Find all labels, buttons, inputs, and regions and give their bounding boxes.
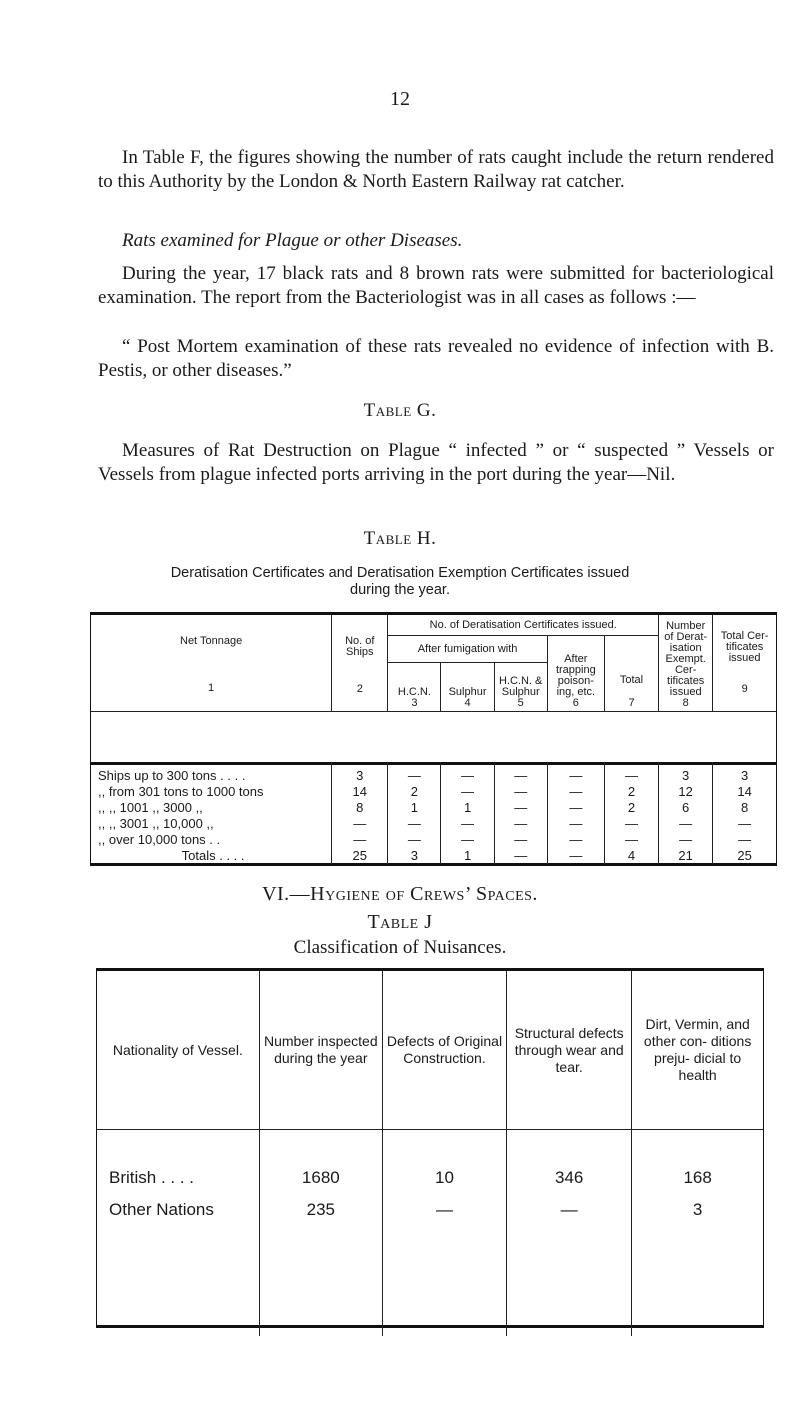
totals-cell: — <box>494 848 547 864</box>
col-net-tonnage <box>91 615 332 712</box>
col-nationality: Nationality of Vessel. <box>97 971 259 1130</box>
exempt-label: Number of Derat- isation Exempt. Cer- tificates issued <box>664 620 708 698</box>
group-deratisation: No. of Deratisation Certificates issued. <box>388 615 659 636</box>
totals-label: Totals . . . . <box>181 848 245 863</box>
table-h-row <box>91 800 776 816</box>
col-total-issued <box>713 615 776 712</box>
totals-cell: 4 <box>604 848 658 864</box>
total-num: 7 <box>628 697 635 709</box>
exempt-num: 8 <box>682 697 689 709</box>
col-total <box>604 636 658 712</box>
cell: — <box>547 816 604 832</box>
cell: — <box>494 832 547 848</box>
rats-paragraph: During the year, 17 black rats and 8 brown rats were submitted for bacteriological examination. The report from the Bacteriologist was in all cases as follows :— <box>98 263 774 308</box>
col-hcn <box>388 663 441 712</box>
rats-heading: Rats examined for Plague or other Diseases. <box>122 230 463 251</box>
cell: — <box>494 800 547 816</box>
cell: — <box>604 768 658 784</box>
table-h-totals-row <box>91 848 776 864</box>
col-dirt-vermin: Dirt, Vermin, and other con- ditions preju- dicial to health <box>632 971 763 1130</box>
group-fumigation: After fumigation with <box>388 636 547 663</box>
totals-cell: 21 <box>659 848 713 864</box>
after-trapping-num: 6 <box>572 697 579 709</box>
row-label: British . . . . <box>109 1167 195 1187</box>
totals-cell: 3 <box>388 848 441 864</box>
table-h-caption-2: during the year. <box>350 582 450 598</box>
cell: — <box>713 832 776 848</box>
table-h-caption-1: Deratisation Certificates and Deratisation Exemption Certificates issued <box>170 565 630 581</box>
cell: — <box>659 816 713 832</box>
col-after-trapping <box>547 636 604 712</box>
table-j-row <box>97 1162 763 1194</box>
cell: — <box>547 832 604 848</box>
table-j <box>96 968 764 1328</box>
total-issued-num: 9 <box>741 683 748 695</box>
cell: 2 <box>604 800 658 816</box>
row-label: ,, from 301 tons to 1000 tons <box>98 784 264 799</box>
hcn-sulphur-num: 5 <box>517 697 524 709</box>
row-label: ,, ,, 1001 ,, 3000 ,, <box>98 800 203 815</box>
sulphur-label: Sulphur <box>448 686 487 698</box>
cell: — <box>441 784 494 800</box>
cell: 14 <box>332 784 388 800</box>
table-h-title: Table H. <box>363 528 437 549</box>
cell: — <box>382 1194 506 1226</box>
net-tonnage-num: 1 <box>208 682 215 694</box>
col-sulphur <box>441 663 494 712</box>
col-exempt <box>659 615 713 712</box>
cell: 12 <box>659 784 713 800</box>
table-g-text: Measures of Rat Destruction on Plague “ infected ” or “ suspected ” Vessels or Vessels from plague infected ports arriving in the port during the year—Nil. <box>98 440 774 485</box>
col-hcn-sulphur <box>494 663 547 712</box>
table-j-row <box>97 1194 763 1226</box>
cell: 14 <box>713 784 776 800</box>
net-tonnage-label: Net Tonnage <box>180 635 243 647</box>
table-h-body <box>90 762 777 866</box>
table-h-row <box>91 832 776 848</box>
table-g-title: Table G. <box>363 400 437 421</box>
section-heading: VI.—Hygiene of Crews’ Spaces. <box>262 883 538 905</box>
cell: 3 <box>332 768 388 784</box>
cell: 3 <box>713 768 776 784</box>
cell: 8 <box>713 800 776 816</box>
no-of-ships-label: No. of Ships <box>345 634 375 658</box>
cell: 3 <box>659 768 713 784</box>
col-number-inspected: Number inspected during the year <box>259 971 382 1130</box>
cell: 1 <box>388 800 441 816</box>
cell: — <box>494 768 547 784</box>
cell: — <box>659 832 713 848</box>
intro-paragraph: In Table F, the figures showing the number of rats caught include the return rendered to this Authority by the London & North Eastern Railway rat catcher. <box>98 147 774 192</box>
cell: — <box>547 800 604 816</box>
cell: — <box>332 832 388 848</box>
cell: — <box>388 816 441 832</box>
cell: — <box>332 816 388 832</box>
cell: — <box>494 784 547 800</box>
cell: 3 <box>632 1194 763 1226</box>
cell: — <box>507 1194 632 1226</box>
cell: 10 <box>382 1162 506 1194</box>
hcn-sulphur-label: H.C.N. & Sulphur <box>498 675 543 698</box>
cell: — <box>547 784 604 800</box>
table-h-row <box>91 816 776 832</box>
cell: — <box>494 816 547 832</box>
hcn-label: H.C.N. <box>397 686 431 698</box>
col-no-of-ships <box>332 615 388 712</box>
cell: 8 <box>332 800 388 816</box>
totals-cell: 25 <box>713 848 776 864</box>
row-label: Ships up to 300 tons . . . . <box>98 768 246 783</box>
row-label: Other Nations <box>109 1199 214 1219</box>
sulphur-num: 4 <box>464 697 471 709</box>
cell: — <box>441 832 494 848</box>
cell: — <box>441 816 494 832</box>
row-label: ,, over 10,000 tons . . <box>98 832 221 847</box>
totals-cell: 25 <box>332 848 388 864</box>
after-trapping-label: After trapping poison- ing, etc. <box>555 653 596 698</box>
cell: — <box>713 816 776 832</box>
cell: 2 <box>604 784 658 800</box>
cell: 6 <box>659 800 713 816</box>
cell: — <box>604 832 658 848</box>
cell: 2 <box>388 784 441 800</box>
cell: — <box>441 768 494 784</box>
cell: 168 <box>632 1162 763 1194</box>
cell: 235 <box>259 1194 382 1226</box>
cell: 346 <box>507 1162 632 1194</box>
row-label: ,, ,, 3001 ,, 10,000 ,, <box>98 816 214 831</box>
col-wear-and-tear: Structural defects through wear and tear. <box>507 971 632 1130</box>
cell: 1 <box>441 800 494 816</box>
cell: — <box>604 816 658 832</box>
cell: — <box>388 832 441 848</box>
table-j-title: Table J <box>367 911 433 933</box>
table-h-row <box>91 784 776 800</box>
no-of-ships-num: 2 <box>356 682 363 695</box>
hcn-num: 3 <box>411 697 418 709</box>
table-j-caption: Classification of Nuisances. <box>293 937 507 958</box>
total-label: Total <box>619 674 644 686</box>
totals-cell: 1 <box>441 848 494 864</box>
table-h <box>90 612 777 765</box>
cell: — <box>547 768 604 784</box>
col-original-construction: Defects of Original Construction. <box>382 971 506 1130</box>
totals-cell: — <box>547 848 604 864</box>
page-number: 12 <box>390 88 410 110</box>
cell: — <box>388 768 441 784</box>
total-issued-label: Total Cer- tificates issued <box>720 630 769 664</box>
rats-quote: “ Post Mortem examination of these rats revealed no evidence of infection with B. Pestis, or other diseases.” <box>98 336 774 381</box>
table-h-row <box>91 768 776 784</box>
cell: 1680 <box>259 1162 382 1194</box>
